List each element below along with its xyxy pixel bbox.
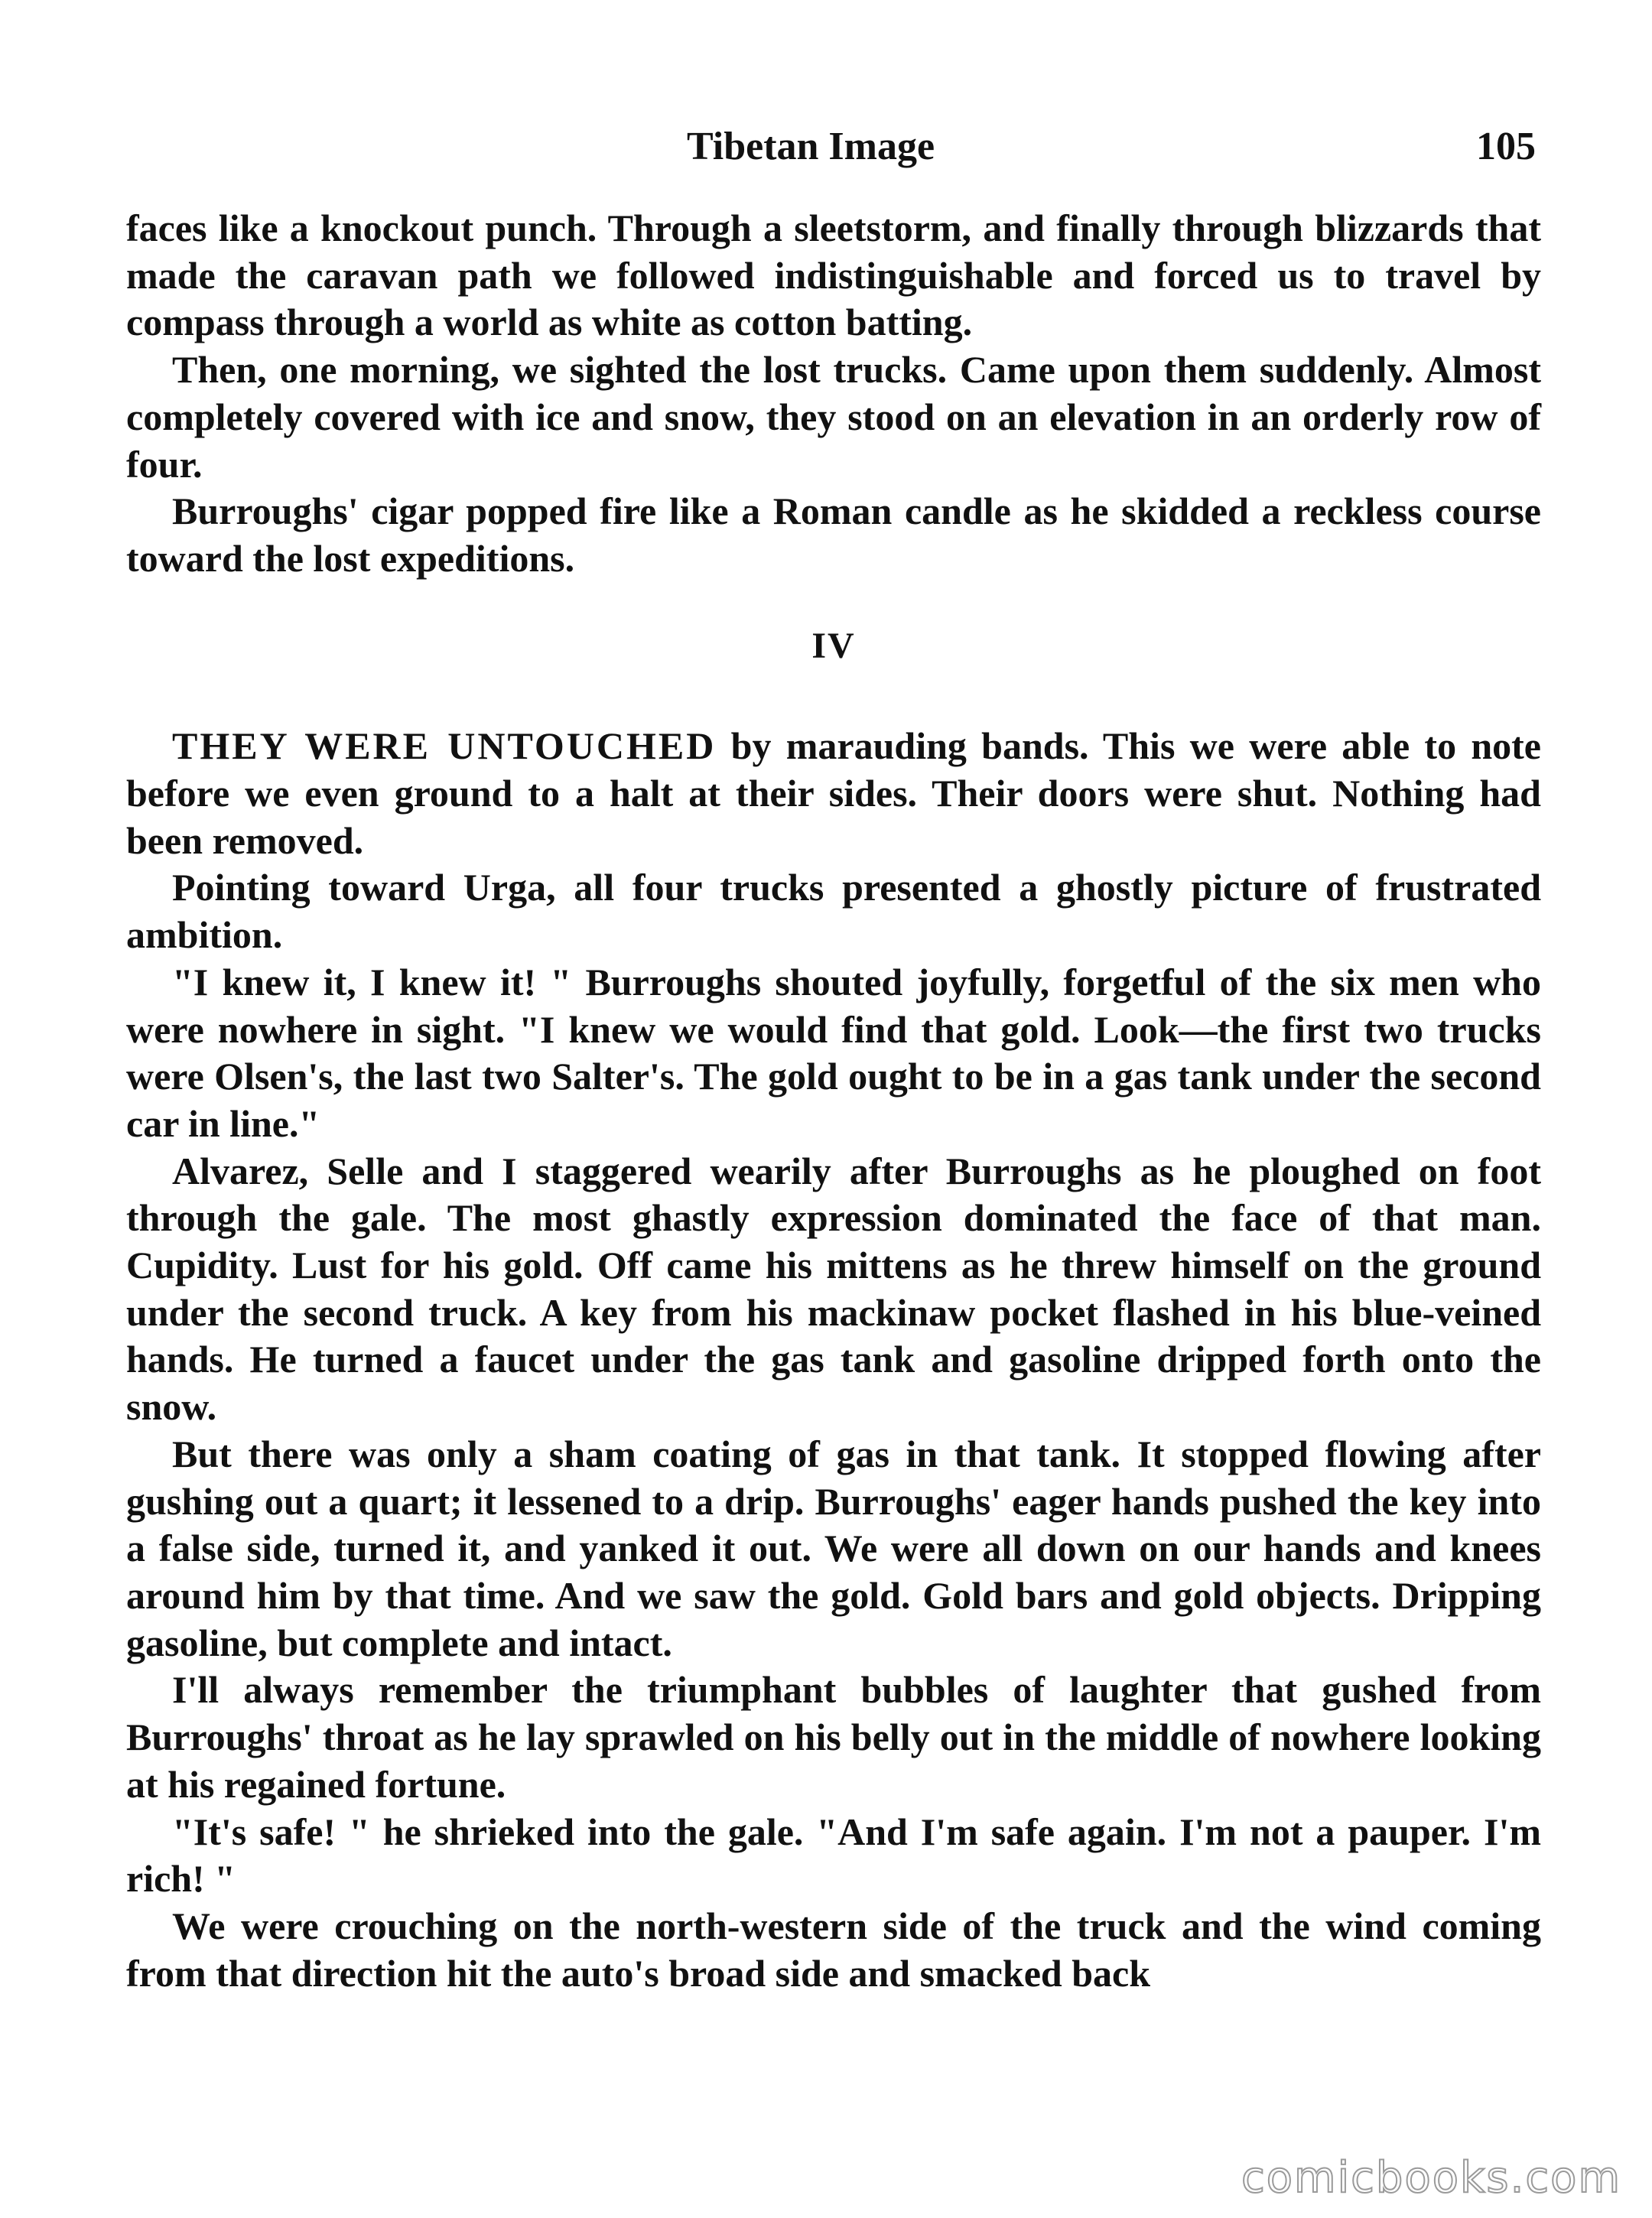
lead-in-caps: THEY WERE UNTOUCHED xyxy=(172,724,717,768)
paragraph xyxy=(126,723,1541,864)
paragraph: We were crouching on the north-western side of the truck and the wind coming from that direction hit the auto's broad side and smacked back xyxy=(126,1904,1541,1995)
paragraph: I'll always remember the triumphant bubbles of laughter that gushed from Burroughs' throat as he lay sprawled on his belly out in the middle of nowhere looking at his regained fortune. xyxy=(126,1668,1541,1806)
paragraph: faces like a knockout punch. Through a sleetstorm, and finally through blizzards that made the caravan path we followed indistinguishable and forced us to travel by compass through a world as white as cotton batting. xyxy=(126,207,1541,344)
site-watermark: comicbooks.com xyxy=(1241,2153,1621,2203)
paragraph: Then, one morning, we sighted the lost trucks. Came upon them suddenly. Almost completely covered with ice and snow, they stood on an elevation in an orderly row of four. xyxy=(126,348,1541,486)
paragraph: "I knew it, I knew it! " Burroughs shouted joyfully, forgetful of the six men who were nowhere in sight. "I knew we would find that gold. Look—the first two trucks were Olsen's, the last two Salter's. The gold ought to be in a gas tank under the second car in line." xyxy=(126,960,1541,1145)
paragraph: Pointing toward Urga, all four trucks presented a ghostly picture of frustrated ambition. xyxy=(126,866,1541,957)
paragraph: Alvarez, Selle and I staggered wearily after Burroughs as he ploughed on foot through the gale. The most ghastly expression dominated the face of that man. Cupidity. Lust for his gold. Off came his mittens as he threw himself on the ground under the second truck. A key from his mackinaw pocket flashed in his blue-veined hands. He turned a faucet under the gas tank and gasoline dripped forth onto the snow. xyxy=(126,1149,1541,1429)
page-number: 105 xyxy=(1476,125,1536,168)
paragraph: "It's safe! " he shrieked into the gale. "And I'm safe again. I'm not a pauper. I'm rich! " xyxy=(126,1810,1541,1901)
body-text xyxy=(126,205,1541,1997)
paragraph: But there was only a sham coating of gas in that tank. It stopped flowing after gushing out a quart; it lessened to a drip. Burroughs' eager hands pushed the key into a false side, turned it, and yanked it out. We were all down on our hands and knees around him by that time. And we saw the gold. Gold bars and gold objects. Dripping gasoline, but complete and intact. xyxy=(126,1432,1541,1664)
running-header xyxy=(0,124,1652,177)
paragraph: Burroughs' cigar popped fire like a Roman candle as he skidded a reckless course toward the lost expeditions. xyxy=(126,489,1541,580)
paragraph-text: by marauding bands. This we were able to note before we even ground to a halt at their sides. Their doors were shut. Nothing had been removed. xyxy=(126,724,1541,862)
running-title: Tibetan Image xyxy=(687,125,935,168)
section-number: IV xyxy=(811,625,856,666)
